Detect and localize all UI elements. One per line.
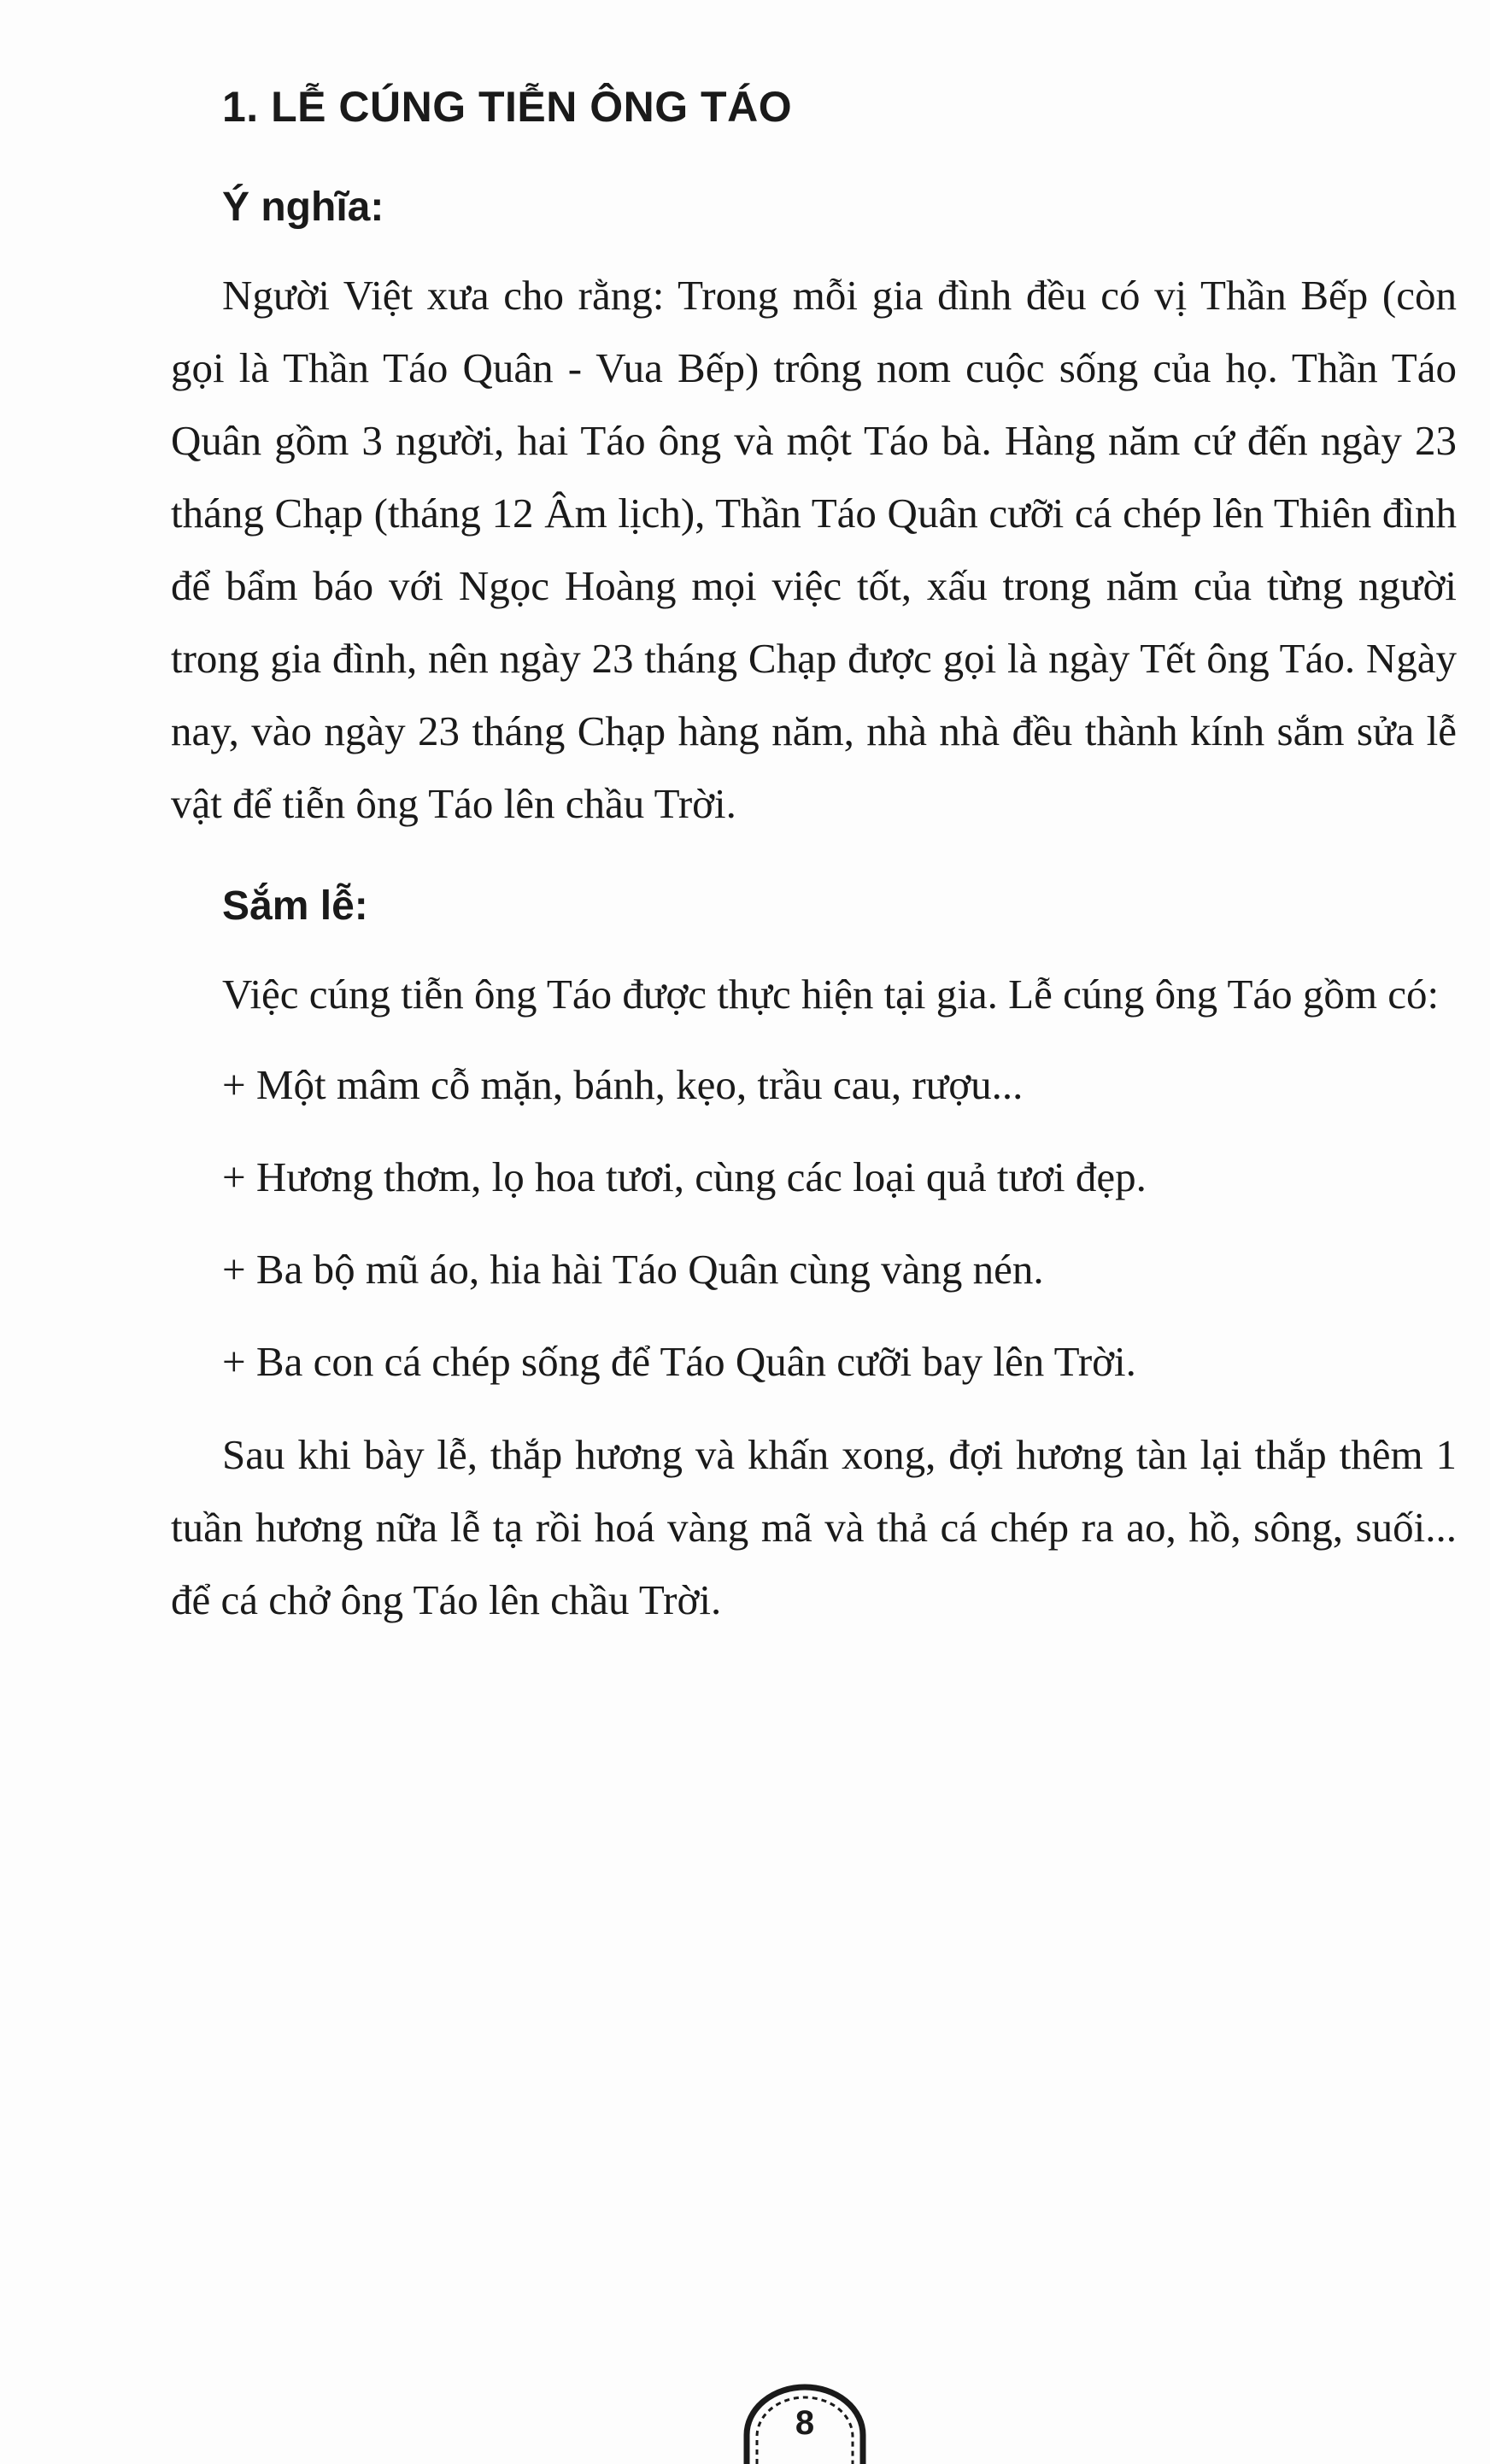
- list-item: + Hương thơm, lọ hoa tươi, cùng các loại quả tươi đẹp.: [222, 1153, 1147, 1200]
- list-item: + Một mâm cỗ mặn, bánh, kẹo, trầu cau, rượu...: [222, 1061, 1024, 1108]
- offerings-list: [171, 1039, 1457, 1408]
- offerings-intro-paragraph: Việc cúng tiễn ông Táo được thực hiện tại gia. Lễ cúng ông Táo gồm có:: [222, 971, 1440, 1018]
- page-number-ornament: [736, 2384, 873, 2464]
- meaning-subheading: Ý nghĩa:: [222, 185, 384, 230]
- page-content: [171, 81, 1457, 1636]
- chapter-heading: 1. LỄ CÚNG TIỄN ÔNG TÁO: [222, 83, 793, 131]
- list-item: + Ba con cá chép sống để Táo Quân cưỡi bay lên Trời.: [222, 1338, 1136, 1385]
- page-number: 8: [795, 2404, 815, 2442]
- offerings-subheading: Sắm lễ:: [222, 883, 368, 929]
- list-item: + Ba bộ mũ áo, hia hài Táo Quân cùng vàng nén.: [222, 1246, 1044, 1293]
- closing-paragraph: Sau khi bày lễ, thắp hương và khấn xong, đợi hương tàn lại thắp thêm 1 tuần hương nữa lễ tạ rồi hoá vàng mã và thả cá chép ra ao, hồ, sông, suối... để cá chở ông Táo lên chầu Trời.: [171, 1431, 1457, 1623]
- meaning-paragraph: Người Việt xưa cho rằng: Trong mỗi gia đình đều có vị Thần Bếp (còn gọi là Thần Táo Quân - Vua Bếp) trông nom cuộc sống của họ. Thần Táo Quân gồm 3 người, hai Táo ông và một Táo bà. Hàng năm cứ đến ngày 23 tháng Chạp (tháng 12 Âm lịch), Thần Táo Quân cưỡi cá chép lên Thiên đình để bẩm báo với Ngọc Hoàng mọi việc tốt, xấu trong năm của từng người trong gia đình, nên ngày 23 tháng Chạp được gọi là ngày Tết ông Táo. Ngày nay, vào ngày 23 tháng Chạp hàng năm, nhà nhà đều thành kính sắm sửa lễ vật để tiễn ông Táo lên chầu Trời.: [171, 272, 1457, 827]
